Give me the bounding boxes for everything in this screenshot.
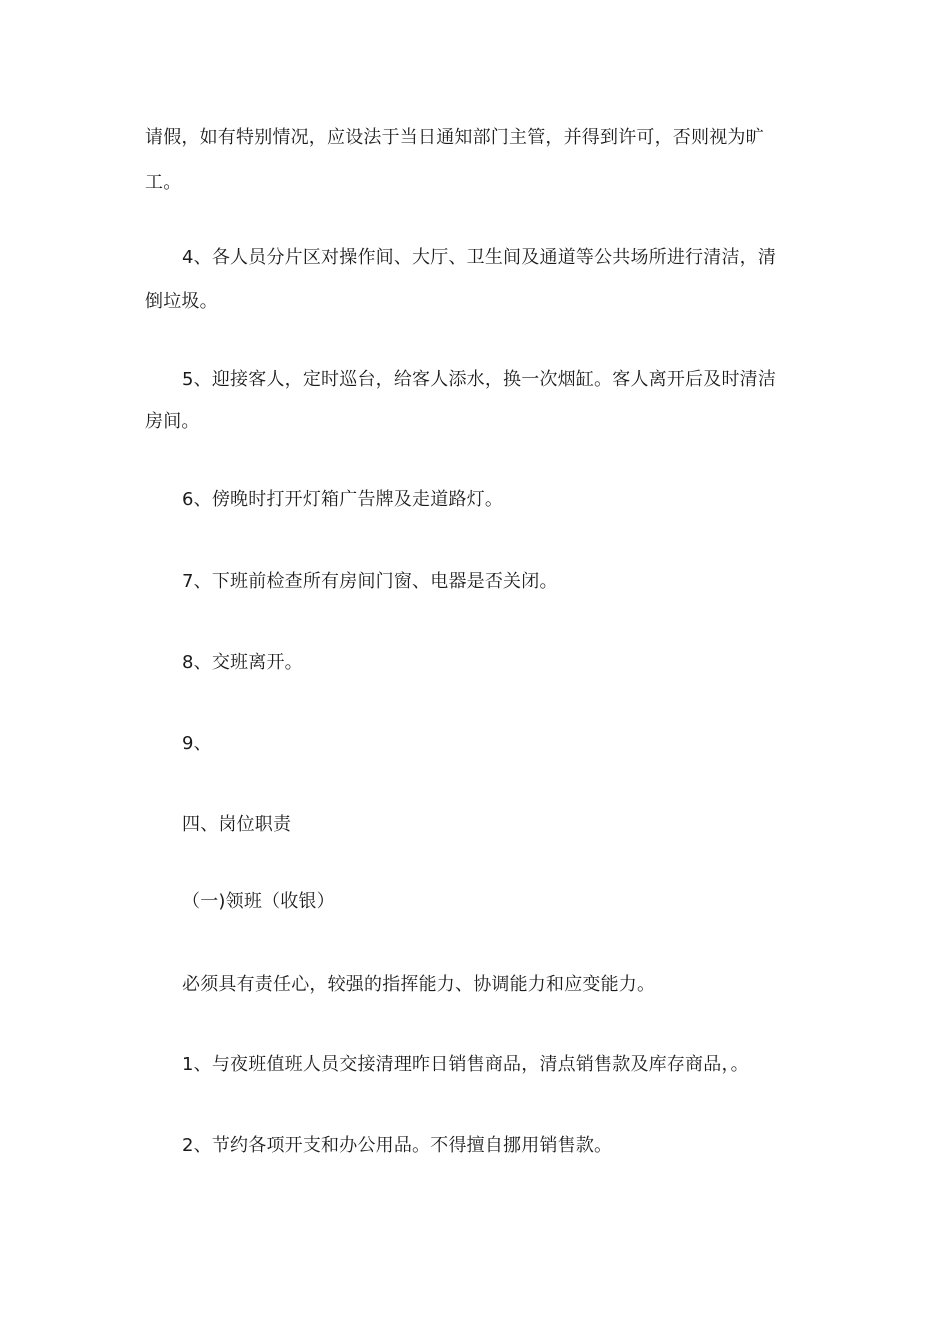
paragraph-line: 房间。 (145, 411, 200, 432)
section-heading: 四、岗位职责 (182, 814, 292, 835)
paragraph-line: 2、节约各项开支和办公用品。不得擅自挪用销售款。 (182, 1135, 613, 1156)
paragraph-line: 5、迎接客人，定时巡台，给客人添水，换一次烟缸。客人离开后及时清洁 (182, 369, 777, 390)
paragraph-line: 7、下班前检查所有房间门窗、电器是否关闭。 (182, 571, 558, 592)
paragraph-line: 9、 (182, 733, 212, 754)
subsection-heading: （一)领班（收银） (182, 891, 335, 912)
paragraph-line: 8、交班离开。 (182, 652, 303, 673)
paragraph-line: 工。 (145, 172, 182, 193)
paragraph-line: 6、傍晚时打开灯箱广告牌及走道路灯。 (182, 489, 504, 510)
paragraph-line: 4、各人员分片区对操作间、大厅、卫生间及通道等公共场所进行清洁，清 (182, 247, 777, 268)
paragraph-line: 倒垃圾。 (145, 291, 218, 312)
paragraph-line: 请假，如有特别情况，应设法于当日通知部门主管，并得到许可，否则视为旷 (145, 127, 764, 148)
paragraph-line: 1、与夜班值班人员交接清理昨日销售商品，清点销售款及库存商品，。 (182, 1054, 749, 1075)
paragraph-line: 必须具有责任心，较强的指挥能力、协调能力和应变能力。 (182, 974, 656, 995)
